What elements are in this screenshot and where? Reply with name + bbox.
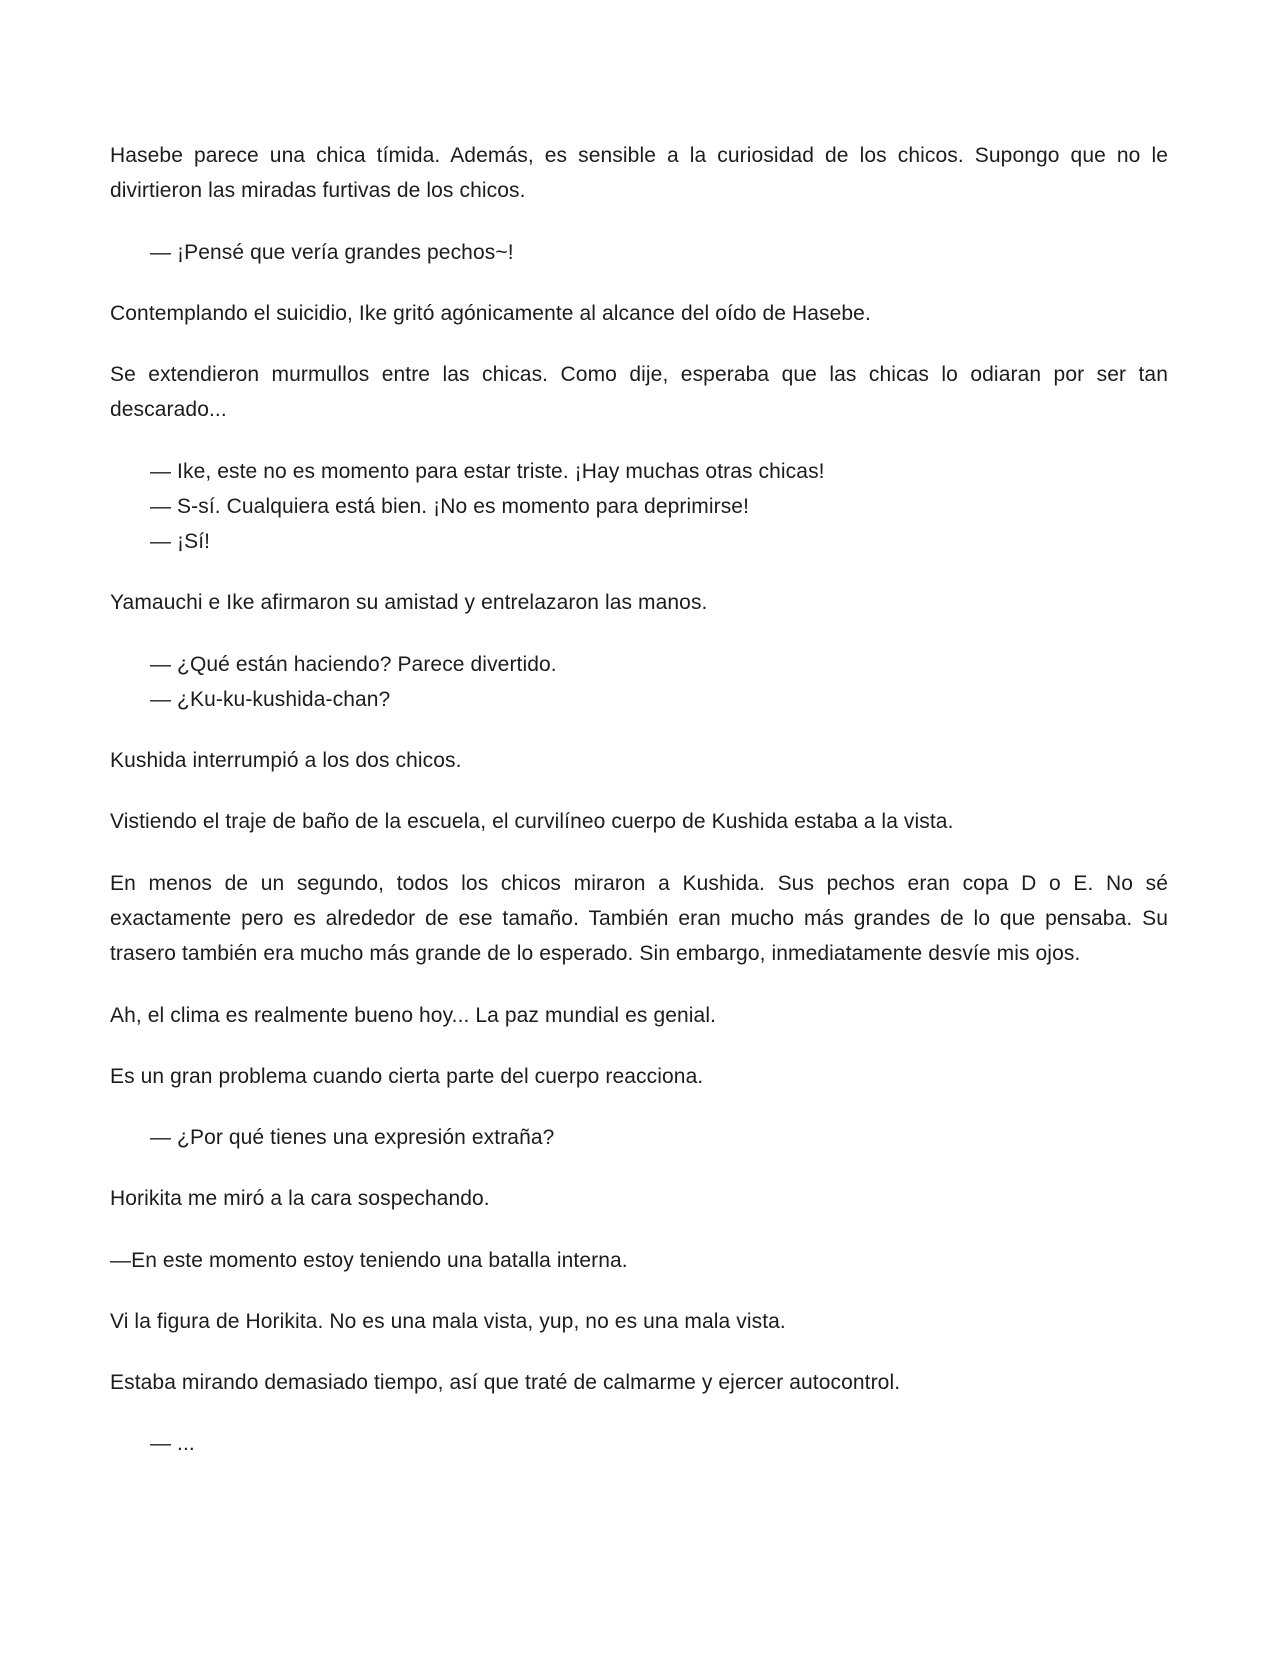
paragraph: Contemplando el suicidio, Ike gritó agónicamente al alcance del oído de Hasebe. [110, 301, 871, 325]
paragraph: Horikita me miró a la cara sospechando. [110, 1187, 490, 1211]
paragraph: Es un gran problema cuando cierta parte del cuerpo reacciona. [110, 1064, 704, 1088]
paragraph: Hasebe parece una chica tímida. Además, es sensible a la curiosidad de los chicos. Supongo que no le divirtieron las miradas furtivas de los chicos. [110, 144, 1168, 203]
dialogue-line: — ¿Ku-ku-kushida-chan? [150, 687, 391, 711]
dialogue-line: — ¿Qué están haciendo? Parece divertido. [150, 652, 557, 676]
document-body [110, 138, 1168, 1462]
dialogue-line: — ... [150, 1432, 195, 1456]
dialogue-line: — ¡Sí! [150, 530, 211, 554]
paragraph: Vistiendo el traje de baño de la escuela, el curvilíneo cuerpo de Kushida estaba a la vista. [110, 810, 954, 834]
paragraph: —En este momento estoy teniendo una batalla interna. [110, 1248, 628, 1272]
paragraph: En menos de un segundo, todos los chicos miraron a Kushida. Sus pechos eran copa D o E. No sé exactamente pero es alrededor de ese tamaño. También eran mucho más grandes de lo que pensaba. Su trasero también era mucho más grande de lo esperado. Sin embargo, inmediatamente desvíe mis ojos. [110, 871, 1168, 966]
dialogue-line: — ¡Pensé que vería grandes pechos~! [150, 240, 514, 264]
paragraph: Se extendieron murmullos entre las chicas. Como dije, esperaba que las chicas lo odiaran por ser tan descarado... [110, 363, 1168, 422]
dialogue-line: — ¿Por qué tienes una expresión extraña? [150, 1126, 555, 1150]
paragraph: Kushida interrumpió a los dos chicos. [110, 749, 462, 773]
paragraph: Ah, el clima es realmente bueno hoy... La paz mundial es genial. [110, 1003, 717, 1027]
dialogue-line: — Ike, este no es momento para estar triste. ¡Hay muchas otras chicas! [150, 459, 825, 483]
paragraph: Vi la figura de Horikita. No es una mala vista, yup, no es una mala vista. [110, 1309, 786, 1333]
paragraph: Yamauchi e Ike afirmaron su amistad y entrelazaron las manos. [110, 591, 708, 615]
paragraph: Estaba mirando demasiado tiempo, así que traté de calmarme y ejercer autocontrol. [110, 1371, 901, 1395]
dialogue-line: — S-sí. Cualquiera está bien. ¡No es momento para deprimirse! [150, 494, 750, 518]
